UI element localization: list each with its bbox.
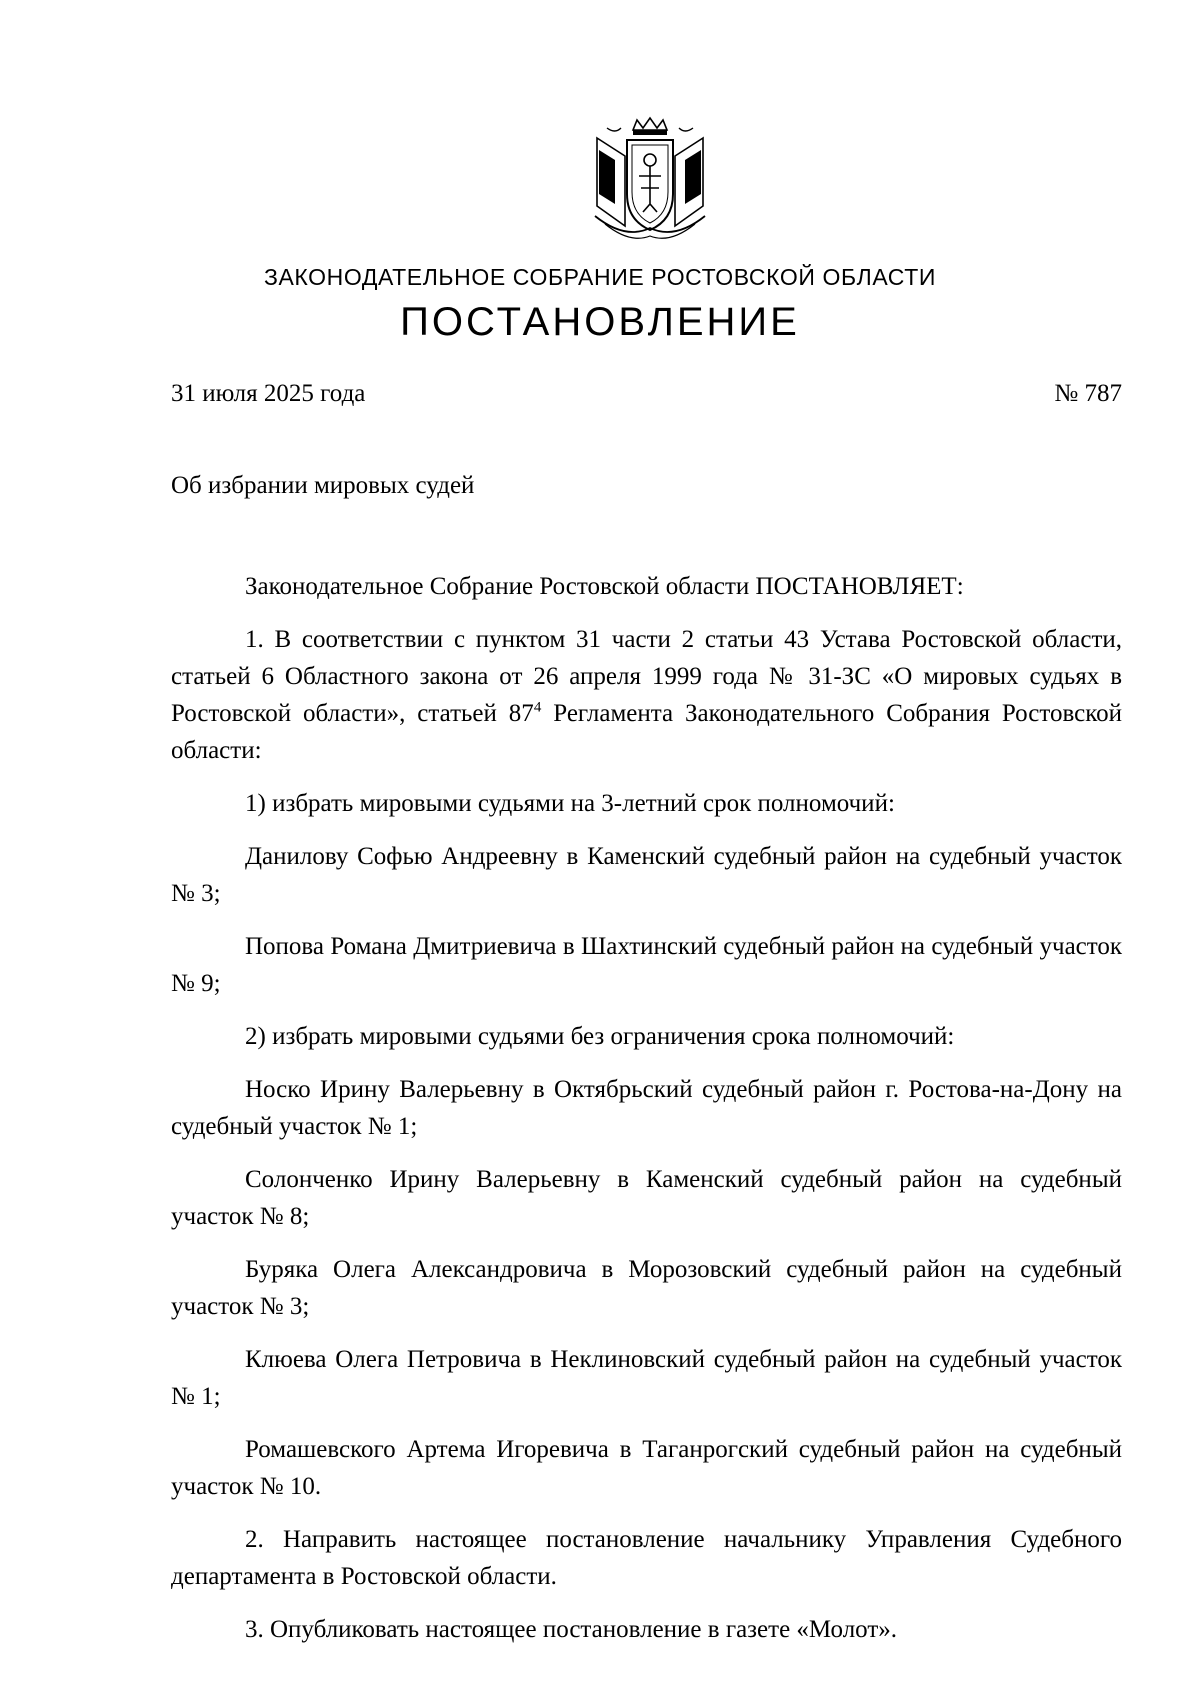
document-date: 31 июля 2025 года (171, 380, 366, 407)
item-2: 2) избрать мировыми судьями без ограничения срока полномочий: (245, 1023, 955, 1050)
document-body (171, 568, 1122, 1664)
superscript: 4 (533, 699, 542, 716)
judge-entry: Попова Романа Дмитриевича в Шахтинский судебный район на судебный участок № 9; (171, 933, 1122, 997)
organization-name: ЗАКОНОДАТЕЛЬНОЕ СОБРАНИЕ РОСТОВСКОЙ ОБЛАСТИ (263, 264, 937, 290)
judge-entry: Ромашевского Артема Игоревича в Таганрогский судебный район на судебный участок № 10. (171, 1436, 1122, 1500)
paragraph-1-text-b: Регламента Законодательного Собрания Ростовской области: (171, 700, 1122, 764)
paragraph-1-text-a: 1. В соответствии с пунктом 31 части 2 статьи 43 Устава Ростовской области, статьей 6 Областного закона от 26 апреля 1999 года № 31-ЗС «О мировых судьях в Ростовской области», статьей 87 (171, 626, 1122, 727)
judge-entry: Данилову Софью Андреевну в Каменский судебный район на судебный участок № 3; (171, 843, 1122, 907)
document-type-title: ПОСТАНОВЛЕНИЕ (400, 300, 800, 344)
coat-of-arms-icon (585, 116, 715, 246)
document-number: № 787 (1054, 380, 1122, 407)
intro-paragraph: Законодательное Собрание Ростовской области ПОСТАНОВЛЯЕТ: (245, 573, 964, 600)
paragraph-3: 3. Опубликовать настоящее постановление в газете «Молот». (245, 1616, 898, 1643)
paragraph-1 (171, 621, 1122, 769)
judge-entry: Солонченко Ирину Валерьевну в Каменский судебный район на судебный участок № 8; (171, 1166, 1122, 1230)
judge-entry: Носко Ирину Валерьевну в Октябрьский судебный район г. Ростова-на-Дону на судебный участок № 1; (171, 1076, 1122, 1140)
document-subject: Об избрании мировых судей (171, 472, 475, 499)
judge-entry: Клюева Олега Петровича в Неклиновский судебный район на судебный участок № 1; (171, 1346, 1122, 1410)
item-1: 1) избрать мировыми судьями на 3-летний срок полномочий: (245, 790, 895, 817)
judge-entry: Буряка Олега Александровича в Морозовский судебный район на судебный участок № 3; (171, 1256, 1122, 1320)
paragraph-2: 2. Направить настоящее постановление начальнику Управления Судебного департамента в Ростовской области. (171, 1526, 1122, 1590)
